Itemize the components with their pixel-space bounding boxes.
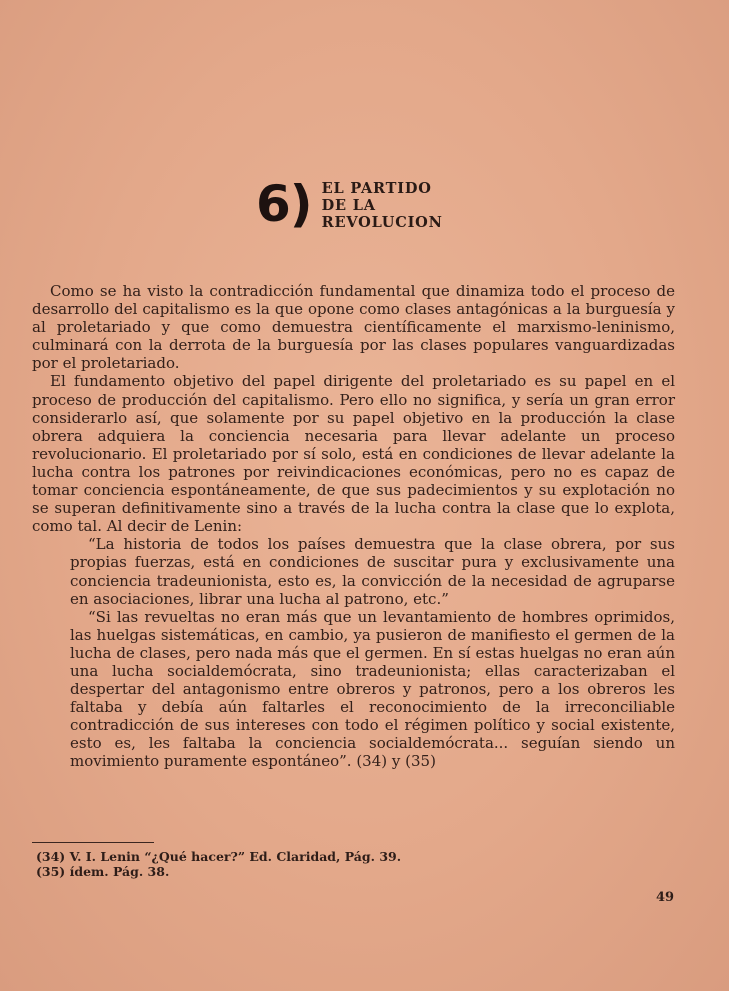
- chapter-title-line: EL PARTIDO: [321, 180, 432, 197]
- footnote: (34) V. I. Lenin “¿Qué hacer?” Ed. Claridad, Pág. 39.: [36, 849, 402, 864]
- paragraph: El fundamento objetivo del papel dirigente del proletariado es su papel en el proceso de producción del capitalismo. Pero ello no significa, y sería un gran error considerarlo así, que solamente por su papel objetivo en la producción la clase obrera adquiera la conciencia necesaria para llevar adelante un proceso revolucionario. El proletariado por sí solo, está en condiciones de llevar adelante la lucha contra los patrones por reivindicaciones económicas, pero no es capaz de tomar conciencia espontáneamente, de que sus padecimientos y su explotación no se superan definitivamente sino a través de la lucha contra la clase que lo explota, como tal. Al decir de Lenin:: [32, 372, 675, 536]
- chapter-title: [322, 180, 443, 231]
- chapter-number: 6): [256, 175, 312, 233]
- chapter-heading: [256, 176, 443, 232]
- body-text: [32, 282, 675, 771]
- chapter-title-line: DE LA: [321, 197, 376, 214]
- block-quote: “La historia de todos los países demuestra que la clase obrera, por sus propias fuerzas, está en condiciones de suscitar pura y exclusivamente una conciencia tradeunionista, esto es, la convicción de la necesidad de agruparse en asociaciones, librar una lucha al patrono, etc.”: [70, 535, 675, 608]
- page-number: 49: [656, 890, 675, 905]
- block-quote: “Si las revueltas no eran más que un levantamiento de hombres oprimidos, las huelgas sistemáticas, en cambio, ya pusieron de manifiesto el germen de la lucha de clases, pero nada más que el germen. En sí estas huelgas no eran aún una lucha socialdemócrata, sino tradeunionista; ellas caracterizaban el despertar del antagonismo entre obreros y patronos, pero a los obreros les faltaba y debía aún faltarles el reconocimiento de la irreconciliable contradicción de sus intereses con todo el régimen político y social existente, esto es, les faltaba la conciencia socialdemócrata... seguían siendo un movimiento puramente espontáneo”. (34) y (35): [70, 607, 675, 771]
- paragraph: Como se ha visto la contradicción fundamental que dinamiza todo el proceso de desarrollo del capitalismo es la que opone como clases antagónicas a la burguesía y al proletariado y que como demuestra científicamente el marxismo-leninismo, culminará con la derrota de la burguesía por las clases populares vanguardizadas por el proletariado.: [32, 282, 675, 373]
- footnote-divider: [32, 842, 154, 843]
- chapter-title-line: REVOLUCION: [321, 214, 443, 231]
- footnotes: [36, 849, 401, 879]
- footnote: (35) ídem. Pág. 38.: [36, 864, 170, 879]
